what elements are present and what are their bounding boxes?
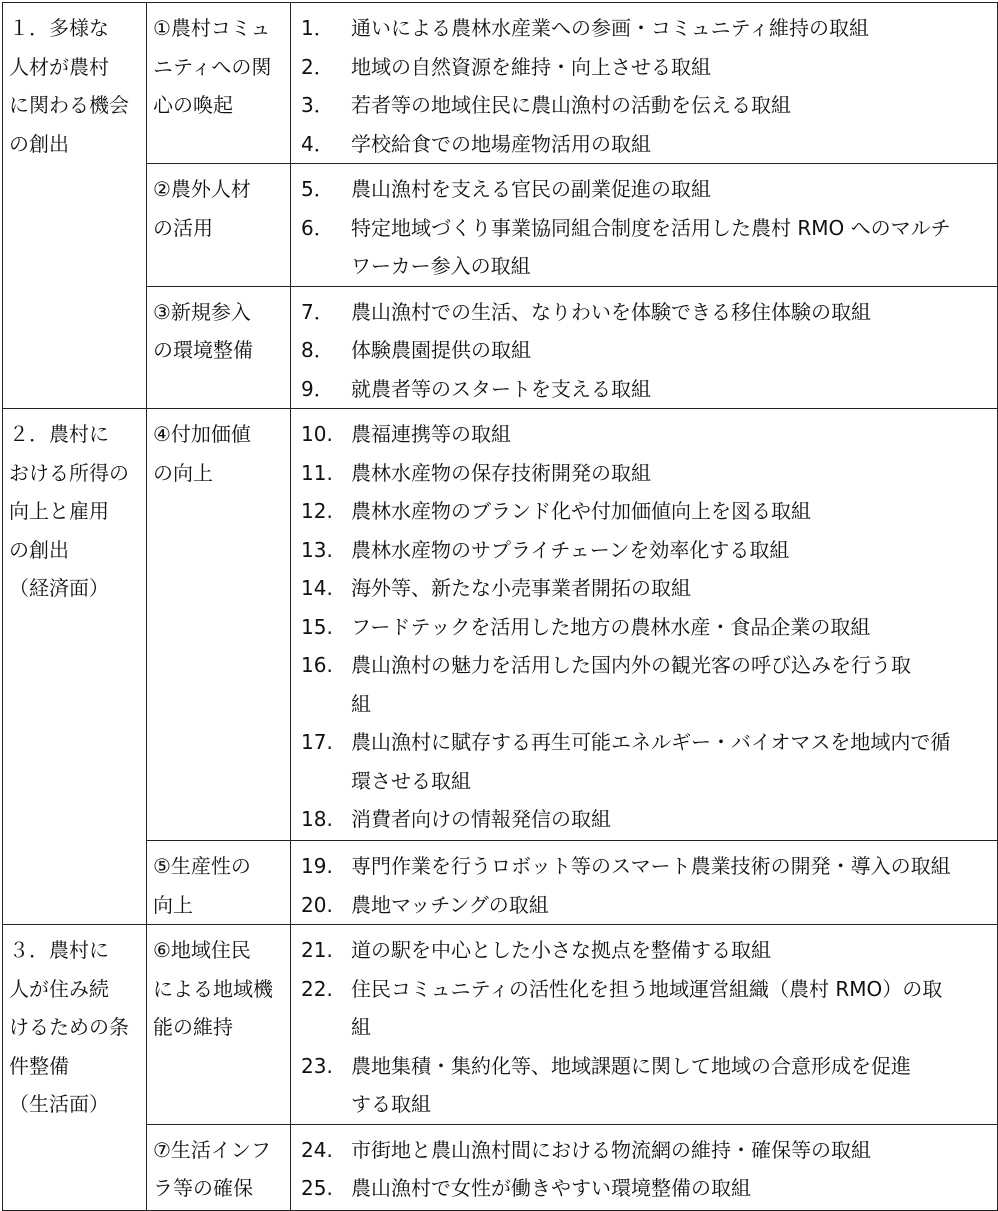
item-text-line: 体験農園提供の取組 bbox=[351, 338, 531, 362]
item-number: 23. bbox=[301, 1053, 333, 1078]
list-item bbox=[291, 370, 997, 409]
list-item bbox=[291, 1131, 997, 1170]
item-text-line: 地域の自然資源を維持・向上させる取組 bbox=[351, 54, 711, 79]
item-number: 21. bbox=[301, 938, 333, 962]
subcategory-cell bbox=[147, 841, 291, 925]
subcategory-line: 心の喚起 bbox=[153, 93, 233, 117]
item-number: 5． bbox=[301, 177, 334, 201]
item-number: 20. bbox=[301, 892, 333, 917]
table-row bbox=[3, 409, 998, 841]
item-number: 8． bbox=[301, 338, 334, 362]
subcategory-line: ①農村コミュ bbox=[153, 16, 271, 40]
item-number: 13. bbox=[301, 537, 333, 562]
table-row bbox=[3, 841, 998, 925]
item-text-line: 農林水産物のブランド化や付加価値向上を図る取組 bbox=[351, 499, 811, 523]
item-text-line: 農林水産物の保存技術開発の取組 bbox=[351, 460, 651, 485]
list-item bbox=[291, 48, 997, 87]
item-text-line: 農山漁村の魅力を活用した国内外の観光客の呼び込みを行う取 bbox=[351, 653, 911, 677]
table-row bbox=[3, 286, 998, 409]
list-item bbox=[291, 209, 997, 286]
item-text-line: する取組 bbox=[351, 1092, 431, 1116]
subcategory-cell bbox=[147, 164, 291, 287]
item-text bbox=[351, 569, 997, 608]
item-text-line: 農山漁村での生活、なりわいを体験できる移住体験の取組 bbox=[351, 299, 871, 324]
item-text bbox=[351, 170, 997, 209]
item-number: 7． bbox=[301, 299, 334, 324]
items-cell bbox=[291, 286, 998, 409]
list-item bbox=[291, 646, 997, 723]
item-text-line: 農山漁村で女性が働きやすい環境整備の取組 bbox=[351, 1176, 751, 1200]
subcategory-line: ラ等の確保 bbox=[153, 1176, 253, 1200]
subcategory-line: ⑤生産性の bbox=[153, 854, 251, 878]
category-cell bbox=[3, 3, 147, 409]
list-item bbox=[291, 125, 997, 164]
list-item bbox=[291, 492, 997, 531]
measures-table-document bbox=[2, 2, 996, 1198]
subcategory-cell bbox=[147, 3, 291, 164]
item-number: 2． bbox=[301, 54, 334, 79]
subcategory-line: ⑥地域住民 bbox=[153, 938, 251, 962]
subcategory-line: 向上 bbox=[153, 892, 193, 917]
item-number: 11. bbox=[301, 460, 333, 485]
item-text-line: 市街地と農山漁村間における物流網の維持・確保等の取組 bbox=[351, 1137, 871, 1162]
item-text bbox=[351, 800, 997, 839]
item-text-line: 学校給食での地場産物活用の取組 bbox=[351, 131, 651, 156]
item-text-line: 農地集積・集約化等、地域課題に関して地域の合意形成を促進 bbox=[351, 1053, 911, 1078]
item-number: 16. bbox=[301, 653, 333, 677]
items-cell bbox=[291, 164, 998, 287]
category-line: に関わる機会 bbox=[9, 93, 129, 117]
list-item bbox=[291, 931, 997, 970]
item-text bbox=[351, 492, 997, 531]
item-number: 14. bbox=[301, 576, 333, 600]
item-text bbox=[351, 415, 997, 454]
list-item bbox=[291, 9, 997, 48]
item-text bbox=[351, 970, 997, 1047]
subcategory-cell bbox=[147, 925, 291, 1125]
item-number: 9． bbox=[301, 376, 334, 401]
category-line: 向上と雇用 bbox=[9, 499, 109, 523]
item-text-line: 消費者向けの情報発信の取組 bbox=[351, 807, 611, 831]
subcategory-line: ニティへの関 bbox=[153, 54, 272, 79]
category-line: 人が住み続 bbox=[9, 976, 109, 1001]
item-text-line: 特定地域づくり事業協同組合制度を活用した農村 RMO へのマルチ bbox=[351, 215, 951, 240]
item-text bbox=[351, 1047, 997, 1124]
list-item bbox=[291, 1169, 997, 1208]
subcategory-line: 能の維持 bbox=[153, 1015, 233, 1039]
items-cell bbox=[291, 3, 998, 164]
item-text-line: 住民コミュニティの活性化を担う地域運営組織（農村 RMO）の取 bbox=[351, 976, 943, 1001]
item-text-line: 農山漁村を支える官民の副業促進の取組 bbox=[351, 177, 711, 201]
subcategory-cell bbox=[147, 286, 291, 409]
item-text bbox=[351, 9, 997, 48]
subcategory-line: の向上 bbox=[153, 460, 213, 485]
item-text bbox=[351, 723, 997, 800]
item-text bbox=[351, 86, 997, 125]
subcategory-line: による地域機 bbox=[153, 976, 273, 1001]
items-cell bbox=[291, 409, 998, 841]
category-line: １．多様な bbox=[9, 16, 109, 40]
item-text-line: 組 bbox=[351, 1015, 371, 1039]
item-text-line: 環させる取組 bbox=[351, 768, 471, 793]
list-item bbox=[291, 170, 997, 209]
category-line: の創出 bbox=[9, 131, 69, 156]
list-item bbox=[291, 723, 997, 800]
category-line: けるための条 bbox=[9, 1015, 129, 1039]
subcategory-line: ⑦生活インフ bbox=[153, 1137, 271, 1162]
category-line: （生活面） bbox=[9, 1092, 109, 1116]
item-text-line: フードテックを活用した地方の農林水産・食品企業の取組 bbox=[351, 614, 871, 639]
item-text-line: 農林水産物のサプライチェーンを効率化する取組 bbox=[351, 537, 790, 562]
table-row bbox=[3, 925, 998, 1125]
category-line: 人材が農村 bbox=[9, 54, 109, 79]
item-number: 24. bbox=[301, 1137, 333, 1162]
item-number: 25. bbox=[301, 1176, 333, 1200]
subcategory-line: の活用 bbox=[153, 215, 213, 240]
item-number: 19. bbox=[301, 854, 333, 878]
list-item bbox=[291, 86, 997, 125]
item-text bbox=[351, 886, 997, 925]
item-text bbox=[351, 331, 997, 370]
item-number: 18. bbox=[301, 807, 333, 831]
item-text-line: 若者等の地域住民に農山漁村の活動を伝える取組 bbox=[351, 93, 791, 117]
category-line: おける所得の bbox=[9, 460, 129, 485]
list-item bbox=[291, 293, 997, 332]
item-number: 17. bbox=[301, 730, 333, 754]
item-text bbox=[351, 1169, 997, 1208]
category-cell bbox=[3, 409, 147, 925]
item-text bbox=[351, 646, 997, 723]
item-text-line: 農福連携等の取組 bbox=[351, 422, 511, 446]
item-text-line: 農山漁村に賦存する再生可能エネルギー・バイオマスを地域内で循 bbox=[351, 730, 951, 754]
item-text-line: 農地マッチングの取組 bbox=[351, 892, 549, 917]
item-text-line: 専門作業を行うロボット等のスマート農業技術の開発・導入の取組 bbox=[351, 854, 951, 878]
item-text-line: 就農者等のスタートを支える取組 bbox=[351, 376, 651, 401]
item-number: 12. bbox=[301, 499, 333, 523]
list-item bbox=[291, 331, 997, 370]
subcategory-line: ②農外人材 bbox=[153, 177, 251, 201]
table-row bbox=[3, 1124, 998, 1210]
subcategory-line: の環境整備 bbox=[153, 338, 253, 362]
item-number: 4． bbox=[301, 131, 334, 156]
category-line: （経済面） bbox=[9, 576, 109, 600]
category-line: の創出 bbox=[9, 537, 69, 562]
item-text bbox=[351, 1131, 997, 1170]
item-text bbox=[351, 847, 997, 886]
subcategory-line: ④付加価値 bbox=[153, 422, 251, 446]
item-text-line: 組 bbox=[351, 691, 371, 716]
items-cell bbox=[291, 1124, 998, 1210]
item-text-line: 道の駅を中心とした小さな拠点を整備する取組 bbox=[351, 938, 771, 962]
item-text bbox=[351, 454, 997, 493]
list-item bbox=[291, 847, 997, 886]
list-item bbox=[291, 531, 997, 570]
category-line: 件整備 bbox=[9, 1053, 69, 1078]
list-item bbox=[291, 1047, 997, 1124]
item-number: 22. bbox=[301, 976, 333, 1001]
item-number: 10. bbox=[301, 422, 333, 446]
list-item bbox=[291, 800, 997, 839]
item-text-line: 海外等、新たな小売事業者開拓の取組 bbox=[351, 576, 691, 600]
item-text bbox=[351, 293, 997, 332]
subcategory-cell bbox=[147, 409, 291, 841]
list-item bbox=[291, 608, 997, 647]
list-item bbox=[291, 454, 997, 493]
subcategory-cell bbox=[147, 1124, 291, 1210]
item-text-line: 通いによる農林水産業への参画・コミュニティ維持の取組 bbox=[351, 16, 869, 40]
category-cell bbox=[3, 925, 147, 1211]
item-text bbox=[351, 125, 997, 164]
item-text bbox=[351, 531, 997, 570]
items-cell bbox=[291, 841, 998, 925]
items-cell bbox=[291, 925, 998, 1125]
list-item bbox=[291, 569, 997, 608]
category-line: ３．農村に bbox=[9, 938, 109, 962]
item-number: 15. bbox=[301, 614, 333, 639]
item-number: 3． bbox=[301, 93, 334, 117]
list-item bbox=[291, 886, 997, 925]
list-item bbox=[291, 415, 997, 454]
item-text bbox=[351, 931, 997, 970]
item-text-line: ワーカー参入の取組 bbox=[351, 254, 531, 278]
item-number: 6． bbox=[301, 215, 334, 240]
item-number: 1． bbox=[301, 16, 334, 40]
item-text bbox=[351, 370, 997, 409]
table-row bbox=[3, 3, 998, 164]
item-text bbox=[351, 48, 997, 87]
category-line: ２．農村に bbox=[9, 422, 109, 446]
measures-table bbox=[2, 2, 998, 1211]
subcategory-line: ③新規参入 bbox=[153, 299, 251, 324]
item-text bbox=[351, 608, 997, 647]
list-item bbox=[291, 970, 997, 1047]
table-row bbox=[3, 164, 998, 287]
item-text bbox=[351, 209, 997, 286]
